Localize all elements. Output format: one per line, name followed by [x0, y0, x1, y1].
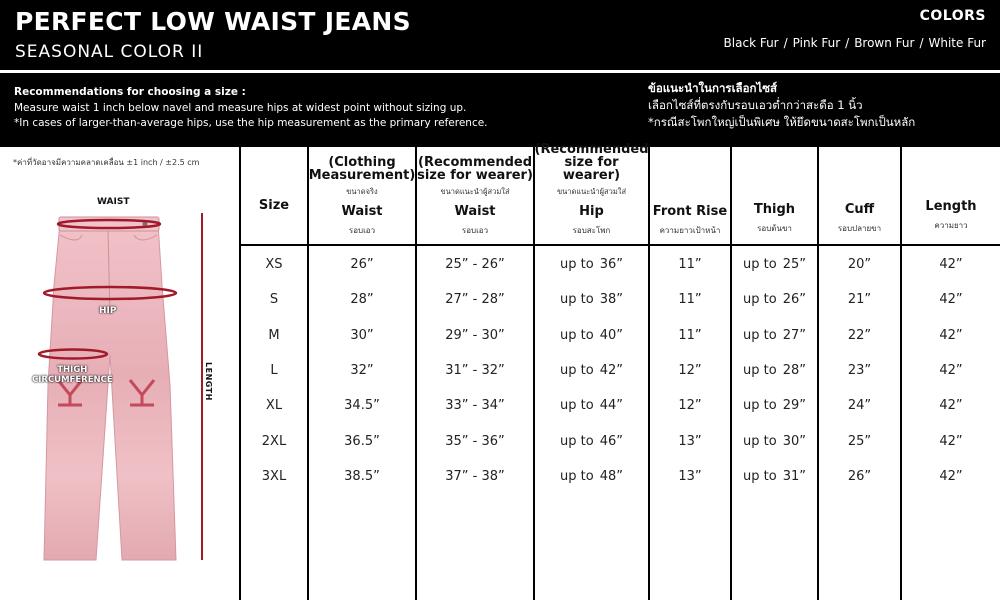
cell-waist-actual: [309, 469, 415, 484]
cell-value: 25”: [782, 257, 806, 272]
cell-hip: [535, 328, 648, 343]
upto-label: up to: [560, 257, 594, 272]
cell-value: 44”: [599, 398, 623, 414]
cell-front-rise: [650, 292, 730, 307]
cell-size: [241, 469, 307, 484]
cell-length: [902, 398, 1000, 413]
cell-value: 38.5”: [344, 468, 380, 484]
cell-waist-actual: [309, 398, 415, 413]
recommendations-thai: [648, 80, 915, 131]
cell-length: [902, 292, 1000, 307]
column-header-qualifier: (Recommended size for wearer): [417, 155, 533, 183]
cell-value: 42”: [939, 257, 963, 272]
cell-value: 33” - 34”: [445, 398, 505, 414]
column-header-qualifier-thai: ขนาดจริง: [346, 187, 378, 196]
column-header-qualifier-thai: ขนาดแนะนำผู้สวมใส่: [440, 187, 510, 196]
cell-value: 23”: [847, 362, 872, 378]
column-header-waist-recommended: [417, 147, 533, 244]
cell-front-rise: [650, 363, 730, 378]
cell-front-rise: [650, 257, 730, 272]
cell-value: 30”: [782, 433, 806, 449]
cell-size: [241, 434, 307, 449]
header-bar: [0, 0, 1000, 70]
cell-value: 28”: [782, 362, 806, 378]
cell-value: 27”: [782, 327, 806, 343]
cell-value: 31” - 32”: [445, 362, 505, 378]
cell-cuff: [819, 328, 900, 343]
column-header-thai: รอบเอว: [348, 226, 376, 235]
cell-hip: [535, 257, 648, 272]
cell-value: 11”: [678, 257, 702, 272]
cell-waist-recommended: [417, 363, 533, 378]
cell-waist-recommended: [417, 257, 533, 272]
cell-waist-recommended: [417, 398, 533, 413]
cell-value: 25”: [847, 433, 872, 449]
waist-label: WAIST: [97, 197, 130, 207]
cell-value: 46”: [599, 433, 623, 449]
cell-value: 20”: [847, 257, 872, 272]
cell-value: 21”: [847, 292, 872, 308]
cell-cuff: [819, 434, 900, 449]
column-header-thai: รอบต้นขา: [757, 224, 792, 233]
cell-value: 25” - 26”: [445, 257, 505, 272]
column-header-length: [902, 147, 1000, 244]
column-header-label: Waist: [454, 204, 496, 219]
cell-value: 30”: [350, 327, 374, 343]
cell-waist-recommended: [417, 434, 533, 449]
upto-label: up to: [560, 433, 594, 449]
cell-cuff: [819, 398, 900, 413]
cell-value: 36.5”: [344, 433, 380, 449]
cell-value: 31”: [782, 468, 806, 484]
hip-label: HIP: [99, 306, 117, 316]
upto-label: up to: [743, 468, 777, 484]
colors-heading: COLORS: [919, 8, 986, 24]
cell-waist-actual: [309, 363, 415, 378]
column-header-label: Size: [258, 198, 290, 213]
upto-label: up to: [560, 292, 594, 308]
cell-value: 2XL: [261, 433, 287, 449]
column-header-front-rise: [650, 147, 730, 244]
column-header-thai: ความยาวเป้าหน้า: [659, 226, 721, 235]
column-header-hip: [534, 142, 649, 244]
color-options: [724, 36, 986, 50]
cell-waist-recommended: [417, 469, 533, 484]
color-separator: /: [783, 36, 788, 50]
cell-value: 36”: [599, 257, 623, 272]
cell-value: S: [269, 292, 279, 308]
cell-length: [902, 469, 1000, 484]
cell-thigh: [732, 398, 817, 413]
cell-value: 35” - 36”: [445, 433, 505, 449]
cell-value: 48”: [599, 468, 623, 484]
column-header-label: Waist: [341, 204, 383, 219]
column-header-thai: รอบปลายขา: [837, 224, 882, 233]
cell-value: 37” - 38”: [445, 468, 505, 484]
column-header-label: Cuff: [844, 202, 875, 217]
color-separator: /: [845, 36, 850, 50]
cell-size: [241, 328, 307, 343]
cell-cuff: [819, 363, 900, 378]
column-header-qualifier: (Clothing Measurement): [308, 155, 416, 183]
upto-label: up to: [743, 433, 777, 449]
cell-cuff: [819, 257, 900, 272]
cell-value: 38”: [599, 292, 623, 308]
column-header-size: [241, 147, 307, 244]
cell-value: 26”: [847, 468, 872, 484]
cell-front-rise: [650, 434, 730, 449]
page-subtitle: SEASONAL COLOR II: [15, 42, 204, 62]
cell-length: [902, 257, 1000, 272]
cell-value: XS: [265, 257, 283, 272]
cell-waist-actual: [309, 434, 415, 449]
column-header-label: Thigh: [753, 202, 796, 217]
cell-value: 32”: [350, 362, 374, 378]
recommendations-english: [14, 84, 488, 131]
cell-value: 40”: [599, 327, 623, 343]
cell-waist-actual: [309, 328, 415, 343]
cell-hip: [535, 434, 648, 449]
cell-value: 3XL: [261, 468, 287, 484]
upto-label: up to: [743, 362, 777, 378]
column-header-label: Length: [925, 199, 977, 214]
length-label: LENGTH: [204, 362, 213, 401]
thigh-label-line: CIRCUMFERENCE: [32, 375, 113, 385]
cell-value: 11”: [678, 292, 702, 308]
cell-value: 29”: [782, 398, 806, 414]
column-header-cuff: [819, 147, 900, 244]
cell-front-rise: [650, 328, 730, 343]
jeans-illustration: [30, 205, 220, 570]
cell-value: 22”: [847, 327, 872, 343]
cell-length: [902, 434, 1000, 449]
cell-value: 42”: [939, 468, 963, 484]
recommendation-line: *In cases of larger-than-average hips, use the hip measurement as the primary reference.: [14, 117, 488, 129]
cell-value: 12”: [678, 398, 702, 414]
cell-thigh: [732, 257, 817, 272]
cell-size: [241, 363, 307, 378]
color-option-brown-fur: Brown Fur: [854, 36, 915, 50]
upto-label: up to: [560, 468, 594, 484]
cell-value: 29” - 30”: [445, 327, 505, 343]
cell-value: 13”: [678, 433, 702, 449]
recommendation-line: Measure waist 1 inch below navel and measure hips at widest point without sizing up.: [14, 102, 467, 114]
column-header-thai: รอบสะโพก: [572, 226, 611, 235]
cell-value: 42”: [939, 362, 963, 378]
upto-label: up to: [743, 327, 777, 343]
column-header-label: Hip: [579, 204, 604, 219]
cell-thigh: [732, 434, 817, 449]
color-option-black-fur: Black Fur: [723, 36, 779, 50]
upto-label: up to: [743, 292, 777, 308]
column-header-thai: รอบเอว: [461, 226, 489, 235]
cell-hip: [535, 363, 648, 378]
upto-label: up to: [743, 257, 777, 272]
recommendations-heading-en: Recommendations for choosing a size :: [14, 86, 246, 98]
cell-size: [241, 292, 307, 307]
color-separator: /: [919, 36, 924, 50]
cell-thigh: [732, 328, 817, 343]
column-header-qualifier-thai: ขนาดแนะนำผู้สวมใส่: [556, 187, 627, 196]
cell-value: 42”: [939, 327, 963, 343]
column-header-waist-actual: [309, 147, 415, 244]
column-header-thigh: [732, 147, 817, 244]
cell-waist-recommended: [417, 292, 533, 307]
page-title: PERFECT LOW WAIST JEANS: [15, 7, 411, 36]
cell-hip: [535, 292, 648, 307]
table-header-divider: [239, 244, 1000, 246]
cell-value: 42”: [939, 398, 963, 414]
cell-thigh: [732, 363, 817, 378]
cell-value: 42”: [939, 292, 963, 308]
column-header-qualifier: (Recommended size for wearer): [534, 142, 649, 183]
size-chart-table: [239, 142, 1000, 600]
cell-value: L: [270, 362, 278, 378]
cell-hip: [535, 469, 648, 484]
cell-waist-recommended: [417, 328, 533, 343]
cell-waist-actual: [309, 292, 415, 307]
cell-hip: [535, 398, 648, 413]
thigh-label-line: THIGH: [57, 365, 88, 375]
upto-label: up to: [560, 362, 594, 378]
cell-length: [902, 328, 1000, 343]
cell-value: 42”: [939, 433, 963, 449]
cell-value: 12”: [678, 362, 702, 378]
color-option-white-fur: White Fur: [928, 36, 986, 50]
cell-waist-actual: [309, 257, 415, 272]
cell-value: XL: [265, 398, 283, 414]
cell-size: [241, 257, 307, 272]
cell-cuff: [819, 292, 900, 307]
upto-label: up to: [743, 398, 777, 414]
upto-label: up to: [560, 398, 594, 414]
column-header-thai: ความยาว: [934, 221, 968, 230]
color-option-pink-fur: Pink Fur: [792, 36, 841, 50]
cell-value: 28”: [350, 292, 374, 308]
cell-value: 11”: [678, 327, 702, 343]
recommendations-heading-th: ข้อแนะนำในการเลือกไซส์: [648, 81, 778, 95]
thigh-label: [32, 365, 113, 385]
cell-value: 27” - 28”: [445, 292, 505, 308]
cell-length: [902, 363, 1000, 378]
column-header-label: Front Rise: [652, 204, 728, 219]
cell-value: 42”: [599, 362, 623, 378]
upto-label: up to: [560, 327, 594, 343]
cell-value: 26”: [782, 292, 806, 308]
cell-front-rise: [650, 469, 730, 484]
cell-size: [241, 398, 307, 413]
cell-value: 34.5”: [344, 398, 380, 414]
jeans-body: [44, 223, 176, 560]
cell-thigh: [732, 469, 817, 484]
cell-value: 24”: [847, 398, 872, 414]
recommendation-line: *กรณีสะโพกใหญ่เป็นพิเศษ ให้ยึดขนาดสะโพกเป็นหลัก: [648, 115, 916, 129]
cell-cuff: [819, 469, 900, 484]
cell-value: 13”: [678, 468, 702, 484]
cell-value: M: [268, 327, 280, 343]
tolerance-note: *ค่าที่วัดอาจมีความคลาดเคลื่อน ±1 inch / ±2.5 cm: [13, 158, 200, 167]
cell-front-rise: [650, 398, 730, 413]
size-recommendations: [0, 73, 1000, 147]
cell-thigh: [732, 292, 817, 307]
recommendation-line: เลือกไซส์ที่ตรงกับรอบเอวต่ำกว่าสะดือ 1 นิ้ว: [648, 98, 863, 112]
cell-value: 26”: [350, 257, 374, 272]
